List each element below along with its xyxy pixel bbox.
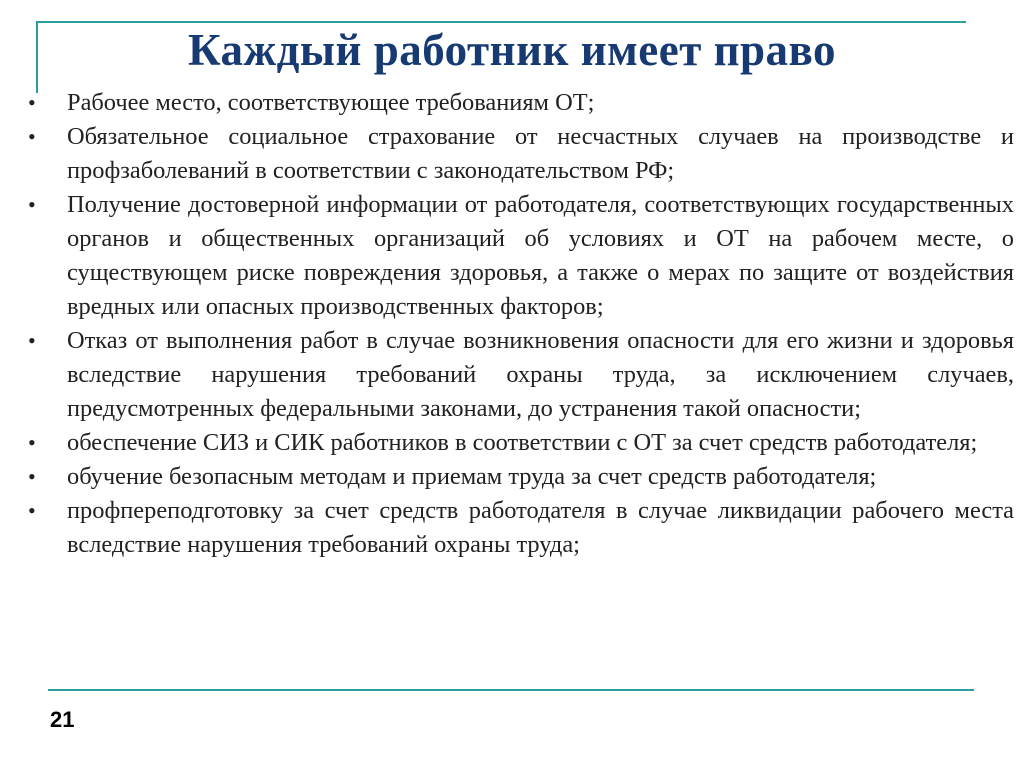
frame-bottom-line (48, 689, 974, 691)
bullet-text: Отказ от выполнения работ в случае возникновения опасности для его жизни и здоровья вследствие нарушения требований охраны труда, за исключением случаев, предусмотренных федеральными законами, до устранения такой опасности; (67, 327, 1014, 422)
bullet-item (24, 460, 1014, 494)
bullet-icon: • (28, 430, 36, 455)
bullet-icon: • (28, 90, 36, 115)
bullet-text: Получение достоверной информации от работодателя, соответствующих государственных органов и общественных организаций об условиях и ОТ на рабочем месте, о существующем риске повреждения здоровья, а также о мерах по защите от воздействия вредных или опасных производственных факторов; (67, 191, 1014, 320)
bullet-icon: • (28, 328, 36, 353)
frame-top-line (36, 21, 966, 23)
bullet-icon: • (28, 464, 36, 489)
bullet-item (24, 120, 1014, 188)
bullet-text: Рабочее место, соответствующее требованиям ОТ; (67, 89, 595, 116)
bullet-text: Обязательное социальное страхование от несчастных случаев на производстве и профзаболеваний в соответствии с законодательством РФ; (67, 123, 1014, 184)
bullet-icon: • (28, 124, 36, 149)
bullet-item (24, 426, 1014, 460)
bullet-list (24, 86, 1014, 562)
slide-title: Каждый работник имеет право (187, 25, 837, 75)
bullet-text: профпереподготовку за счет средств работодателя в случае ликвидации рабочего места вследствие нарушения требований охраны труда; (67, 497, 1014, 558)
bullet-item (24, 324, 1014, 426)
bullet-icon: • (28, 498, 36, 523)
bullet-item (24, 494, 1014, 562)
bullet-text: обучение безопасным методам и приемам труда за счет средств работодателя; (67, 463, 877, 490)
bullet-icon: • (28, 192, 36, 217)
page-number: 21 (50, 707, 75, 732)
bullet-text: обеспечение СИЗ и СИК работников в соответствии с ОТ за счет средств работодателя; (67, 429, 978, 456)
bullet-item (24, 188, 1014, 324)
bullet-item (24, 86, 1014, 120)
